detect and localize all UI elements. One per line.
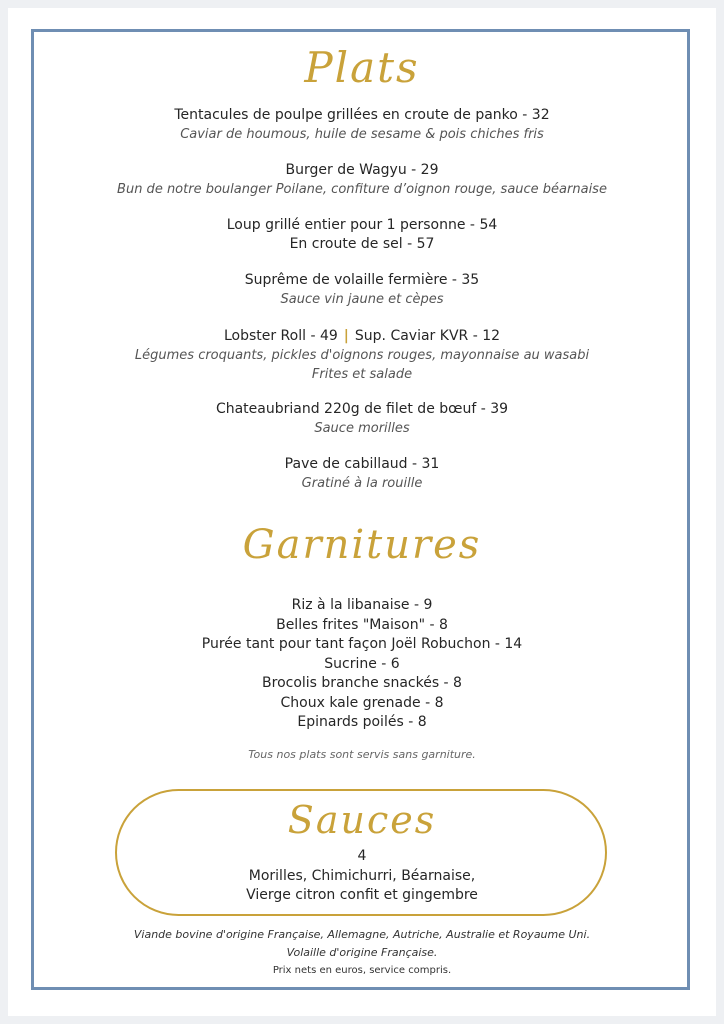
dish-variant: En croute de sel - 57 (289, 236, 435, 252)
dish-description: Sauce vin jaune et cèpes (280, 292, 444, 307)
dish-chateaubriand (40, 400, 684, 438)
dish-name: Tentacules de poulpe grillées en croute de panko - 32 (174, 107, 550, 123)
dish-description: Légumes croquants, pickles d'oignons rouges, mayonnaise au wasabi (134, 348, 590, 363)
sauces-title: Sauces (287, 798, 437, 842)
list-item: Belles frites "Maison" - 8 (276, 616, 448, 633)
dish-description: Bun de notre boulanger Poilane, confiture d’oignon rouge, sauce béarnaise (117, 182, 607, 197)
dish-name: Burger de Wagyu - 29 (285, 162, 439, 178)
dish-name: Suprême de volaille fermière - 35 (244, 272, 480, 288)
dish-name: Loup grillé entier pour 1 personne - 54 (226, 217, 498, 233)
dish-description: Gratiné à la rouille (301, 476, 423, 491)
footer-origin-poultry: Volaille d'origine Française. (286, 946, 438, 959)
dish-burger (40, 161, 684, 199)
dish-cabillaud (40, 455, 684, 493)
dish-lobster (40, 327, 684, 384)
footer-prices-note: Prix nets en euros, service compris. (272, 965, 452, 976)
sauces-list-line-1: Morilles, Chimichurri, Béarnaise, (248, 867, 476, 884)
plats-title: Plats (304, 43, 420, 92)
sauces-list-line-2: Vierge citron confit et gingembre (246, 887, 478, 903)
dish-volaille (40, 271, 684, 309)
list-item: Sucrine - 6 (324, 655, 400, 672)
dish-supplement: Sup. Caviar KVR - 12 (354, 328, 501, 344)
list-item: Epinards poilés - 8 (297, 714, 427, 730)
separator: | (343, 328, 349, 344)
sauces-details (40, 847, 684, 906)
garnitures-list (40, 596, 684, 733)
dish-loup (40, 216, 684, 254)
list-item: Choux kale grenade - 8 (280, 694, 444, 711)
dish-poulpe (40, 106, 684, 144)
dish-name: Pave de cabillaud - 31 (284, 456, 440, 472)
dish-description-extra: Frites et salade (311, 367, 413, 382)
footer-origin-beef: Viande bovine d'origine Française, Allemagne, Autriche, Australie et Royaume Uni. (133, 928, 591, 941)
garnitures-title: Garnitures (242, 522, 482, 568)
list-item: Brocolis branche snackés - 8 (262, 675, 462, 691)
dish-description: Caviar de houmous, huile de sesame & pois chiches fris (180, 127, 544, 142)
list-item: Riz à la libanaise - 9 (291, 597, 433, 613)
sauces-price: 4 (357, 848, 367, 864)
list-item: Purée tant pour tant façon Joël Robuchon - 14 (201, 636, 523, 652)
dish-name-line (40, 327, 684, 346)
garnitures-note: Tous nos plats sont servis sans garniture. (248, 748, 476, 761)
dish-name: Lobster Roll - 49 (223, 328, 338, 344)
dish-name: Chateaubriand 220g de filet de bœuf - 39 (215, 401, 509, 417)
dish-description: Sauce morilles (314, 421, 410, 436)
